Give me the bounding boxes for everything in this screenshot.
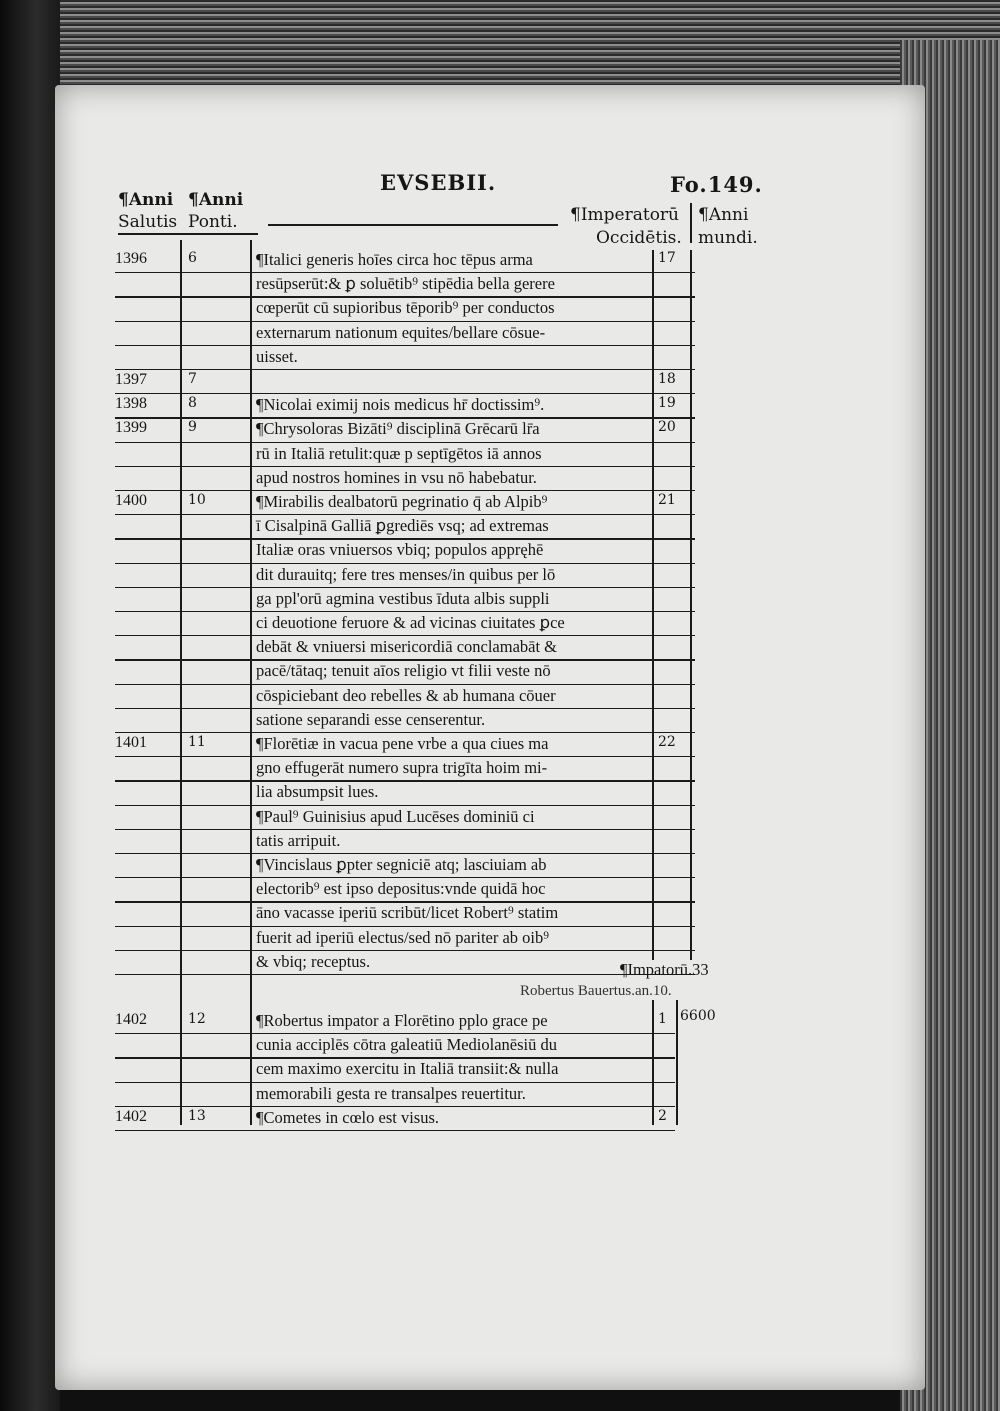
anni-salutis-value: 1401 [115, 734, 147, 751]
chronicle-text-line: ¶Cometes in cœlo est visus. [256, 1107, 440, 1127]
chronicle-text-line: debāt & vniuersi misericordiā conclamabāt & [256, 637, 558, 657]
col-anni-ponti-line1: ¶Anni [188, 190, 244, 210]
ruled-line [115, 369, 695, 370]
divider-imp-mundi-lower [676, 1000, 678, 1125]
chronicle-text-line: externarum nationum equites/bellare cōsue- [256, 322, 546, 342]
anni-salutis-value: 1398 [115, 395, 147, 413]
ruled-line [115, 684, 695, 685]
imperator-year-value: 1 [658, 1011, 667, 1027]
chronicle-text-line: rū in Italiā retulit:quæ p septīgētos iā annos [256, 443, 542, 463]
imperator-year-value: 2 [658, 1107, 667, 1124]
book-top-edge [60, 0, 1000, 90]
chronicle-text-line: tatis arripuit. [256, 830, 341, 850]
ruled-line [115, 393, 695, 394]
anni-mundi-6600: 6600 [680, 1008, 716, 1024]
anni-ponti-value: 11 [188, 734, 206, 750]
chronicle-text-line: ci deuotione feruore & ad vicinas ciuitates ꝑce [256, 613, 565, 632]
col-anni-ponti-line2: Ponti. [188, 212, 238, 232]
ruled-line [115, 514, 695, 515]
chronicle-text-line: āno vacasse iperiū scribūt/licet Robert⁹ statim [256, 903, 559, 923]
chronicle-text-line: gno effugerāt numero supra trigīta hoim mi- [256, 758, 548, 778]
chronicle-text-line: cunia acciplēs cōtra galeatiū Mediolanēsiū du [256, 1035, 558, 1055]
chronicle-text-line: ¶Florētiæ in vacua pene vrbe a qua ciues ma [256, 734, 549, 753]
ruled-line [115, 708, 695, 709]
imperator-year-value: 17 [658, 250, 676, 266]
ruled-line [115, 1033, 675, 1034]
col-imperatorum-line1: ¶Imperatorū [570, 205, 679, 225]
chronicle-text-line: ¶Paul⁹ Guinisius apud Lucēses dominiū ci [256, 806, 535, 826]
anni-ponti-value: 6 [188, 250, 197, 266]
anni-ponti-value: 13 [188, 1107, 206, 1124]
imperator-year-value: 21 [658, 492, 676, 508]
anni-ponti-value: 10 [188, 492, 206, 508]
anni-ponti-value: 8 [188, 395, 197, 412]
chronicle-text-line: dit durauitq; fere tres menses/in quibus per lō [256, 564, 556, 584]
chronicle-text-line: uisset. [256, 346, 298, 366]
chronicle-text-line: ¶Robertus impator a Florētino pplo grace pe [256, 1011, 548, 1030]
col-anni-salutis-line2: Salutis [118, 212, 178, 232]
header-divider [690, 203, 692, 243]
chronicle-text-line: electorib⁹ est ipso depositus:vnde quidā hoc [256, 879, 546, 899]
col-anni-mundi-line2: mundi. [698, 228, 758, 248]
ruled-line [115, 926, 695, 927]
running-title: EVSEBII. [380, 170, 497, 195]
ruled-line [115, 272, 695, 273]
anni-ponti-value: 12 [188, 1011, 206, 1027]
ruled-line [115, 1106, 675, 1107]
chronicle-text-line: ¶Chrysoloras Bizāti⁹ disciplinā Grēcarū lr̄a [256, 419, 540, 439]
chronicle-text-line: ¶Nicolai eximij nois medicus hr̄ doctissim⁹. [256, 395, 545, 415]
anni-ponti-value: 9 [188, 419, 197, 436]
ruled-line [115, 538, 695, 539]
ruled-line [115, 1082, 675, 1083]
ruled-line [115, 296, 695, 297]
ruled-line [115, 417, 695, 418]
ruled-line [115, 466, 695, 467]
imperator-label: ¶Impatorū.33 [620, 960, 709, 979]
col-imperatorum-line2: Occidētis. [596, 228, 682, 248]
chronicle-text-line: ga ppl'orū agmina vestibus īduta albis suppli [256, 588, 550, 608]
chronicle-text-line: ¶Italici generis hoīes circa hoc tēpus arma [256, 250, 533, 269]
anni-salutis-value: 1402 [115, 1107, 147, 1125]
divider-ponti-text [250, 240, 252, 1125]
chronicle-text-line: fuerit ad iperiū electus/sed nō pariter ab oib⁹ [256, 927, 550, 947]
ruled-line [115, 345, 695, 346]
book-spine-shadow [0, 0, 60, 1411]
ruled-line [115, 1057, 675, 1058]
chronicle-text-line: satione separandi esse censerentur. [256, 709, 486, 729]
ruled-line [115, 442, 695, 443]
ruled-line [115, 780, 695, 781]
ruled-line [115, 756, 695, 757]
imperator-year-value: 20 [658, 419, 676, 436]
anni-salutis-value: 1402 [115, 1011, 147, 1028]
chronicle-text-line: ¶Mirabilis dealbatorū pegrinatio q̄ ab Alpib⁹ [256, 492, 548, 511]
chronicle-text-line: memorabili gesta re transalpes reuertitur. [256, 1083, 526, 1103]
ruled-line [115, 611, 695, 612]
col-anni-salutis-line1: ¶Anni [118, 190, 174, 210]
chronicle-text-line: cōspiciebant deo rebelles & ab humana cōuer [256, 685, 556, 705]
ruled-line [115, 563, 695, 564]
ruled-line [115, 877, 695, 878]
ruled-line [115, 901, 695, 902]
ruled-line [115, 805, 695, 806]
chronicle-text-line: & vbiq; receptus. [256, 951, 371, 971]
chronicle-text-line: resūpserūt:& ꝑ soluētib⁹ stipēdia bella gerere [256, 274, 555, 294]
ruled-line [115, 587, 695, 588]
anni-salutis-value: 1399 [115, 419, 147, 437]
anni-ponti-value: 7 [188, 371, 197, 387]
col-anni-mundi-line1: ¶Anni [698, 205, 749, 225]
ruled-line [115, 1130, 675, 1131]
ruled-line [115, 732, 695, 733]
chronicle-text-line: apud nostros homines in vsu nō habebatur. [256, 467, 537, 487]
anni-salutis-value: 1397 [115, 371, 147, 388]
chronicle-text-line: cem maximo exercitu in Italiā transiit:& nulla [256, 1059, 559, 1079]
chronicle-text-line: pacē/tātaq; tenuit aīos religio vt filii veste nō [256, 661, 551, 681]
divider-salutis-ponti [180, 240, 182, 1125]
folio-number: Fo.149. [670, 172, 763, 197]
chronicle-text-line: cœperūt cū supioribus tēporib⁹ per conductos [256, 298, 555, 318]
imperator-year-value: 18 [658, 371, 676, 387]
ruled-line [115, 635, 695, 636]
ruled-line [115, 659, 695, 660]
imperator-year-value: 22 [658, 734, 676, 750]
ruled-line [115, 853, 695, 854]
ruled-line [115, 974, 695, 975]
ruled-line [115, 829, 695, 830]
ruled-line [115, 950, 695, 951]
chronicle-text-line: Italiæ oras vniuersos vbiq; populos appręhē [256, 540, 544, 560]
chronicle-text-line: ī Cisalpinā Galliā ꝑgrediēs vsq; ad extremas [256, 516, 549, 536]
anni-salutis-value: 1396 [115, 250, 147, 267]
chronicle-text-line: lia absumpsit lues. [256, 782, 379, 802]
ruled-line [115, 490, 695, 491]
ruled-line [115, 321, 695, 322]
imperator-name: Robertus Bauertus.an.10. [520, 983, 672, 999]
anni-salutis-value: 1400 [115, 492, 147, 509]
imperator-year-value: 19 [658, 395, 676, 412]
header-rule-left [118, 233, 258, 235]
header-rule [268, 224, 558, 226]
chronicle-text-line: ¶Vincislaus ꝑpter segniciē atq; lasciuiam ab [256, 855, 547, 874]
